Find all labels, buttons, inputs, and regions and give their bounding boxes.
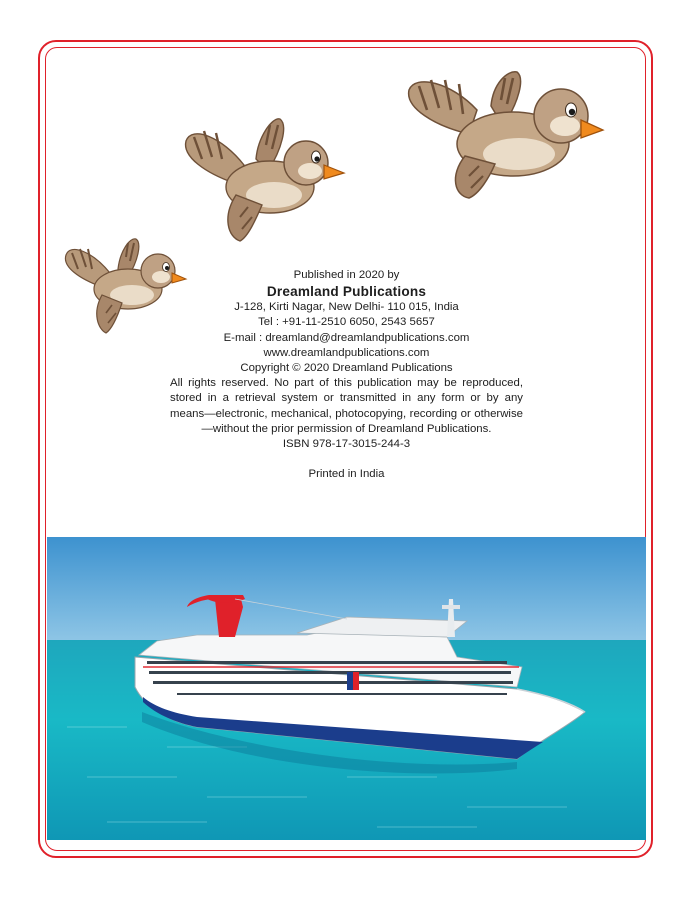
publisher-telephone: Tel : +91-11-2510 6050, 2543 5657 [258,316,435,329]
copyright-line: Copyright © 2020 Dreamland Publications [240,362,453,375]
sparrow-illustration-large [405,70,605,200]
sparrow-illustration-medium [182,113,346,243]
publisher-name: Dreamland Publications [266,284,427,300]
publisher-email: E-mail : dreamland@dreamlandpublications.com [223,331,470,344]
published-line: Published in 2020 by [293,269,400,281]
printed-in-line: Printed in India [308,468,385,481]
imprint-block [170,268,523,482]
publisher-website: www.dreamlandpublications.com [263,346,430,359]
cruise-ship-photo [47,537,646,840]
isbn-line: ISBN 978-17-3015-244-3 [282,438,411,451]
rights-statement: All rights reserved. No part of this publication may be reproduced, stored in a retrieval system or transmitted in any form or by any means—electronic, mechanical, photocopying, recording or otherwise—without the prior permission of Dreamland Publications. [170,377,523,435]
publisher-address: J-128, Kirti Nagar, New Delhi- 110 015, India [234,301,459,314]
